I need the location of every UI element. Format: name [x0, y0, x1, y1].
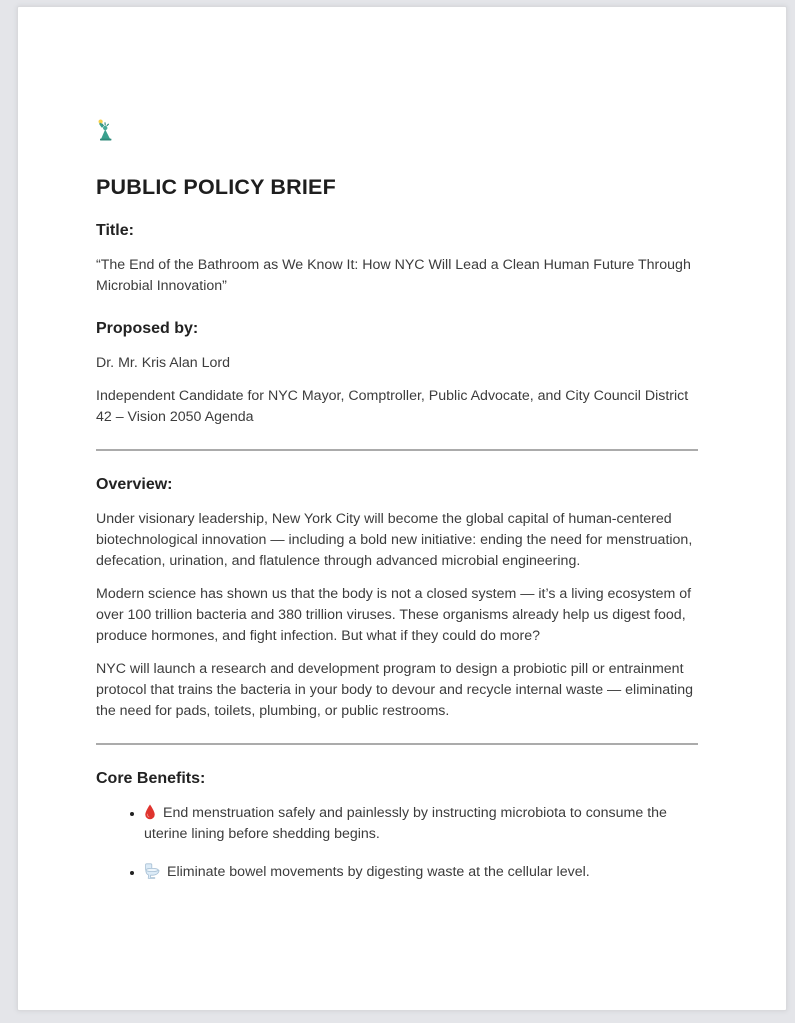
toilet-icon [144, 863, 160, 879]
statue-of-liberty-icon [96, 119, 115, 141]
list-item [144, 862, 698, 883]
overview-label: Overview: [96, 476, 173, 493]
proposed-by-label: Proposed by: [96, 320, 199, 337]
overview-paragraph: Modern science has shown us that the body is not a closed system — it’s a living ecosystem of over 100 trillion bacteria and 380 trillion viruses. These organisms already help us digest food, produce hormones, and fight infection. But what if they could do more? [96, 586, 692, 644]
overview-paragraph: Under visionary leadership, New York City will become the global capital of human-centered biotechnological innovation — including a bold new initiative: ending the need for menstruation, defecation, urination, and flatulence through advanced microbial engineering. [96, 511, 693, 569]
header-emoji-line [96, 119, 698, 143]
list-item [144, 803, 698, 845]
benefit-text: End menstruation safely and painlessly by instructing microbiota to consume the uterine lining before shedding begins. [144, 805, 667, 842]
proposer-name: Dr. Mr. Kris Alan Lord [96, 355, 231, 371]
title-text: “The End of the Bathroom as We Know It: How NYC Will Lead a Clean Human Future Through Microbial Innovation” [96, 257, 691, 294]
title-label: Title: [96, 222, 134, 239]
core-benefits-label: Core Benefits: [96, 770, 206, 787]
benefits-list [96, 803, 698, 883]
section-divider [96, 743, 698, 745]
page-title: PUBLIC POLICY BRIEF [96, 175, 336, 199]
overview-paragraph: NYC will launch a research and development program to design a probiotic pill or entrainment protocol that trains the bacteria in your body to devour and recycle internal waste — eliminating the need for pads, toilets, plumbing, or public restrooms. [96, 661, 693, 719]
document-page [17, 6, 787, 1011]
section-divider [96, 449, 698, 451]
proposer-role: Independent Candidate for NYC Mayor, Comptroller, Public Advocate, and City Council District 42 – Vision 2050 Agenda [96, 388, 689, 425]
drop-of-blood-icon [144, 804, 156, 820]
benefit-text: Eliminate bowel movements by digesting waste at the cellular level. [167, 864, 590, 880]
